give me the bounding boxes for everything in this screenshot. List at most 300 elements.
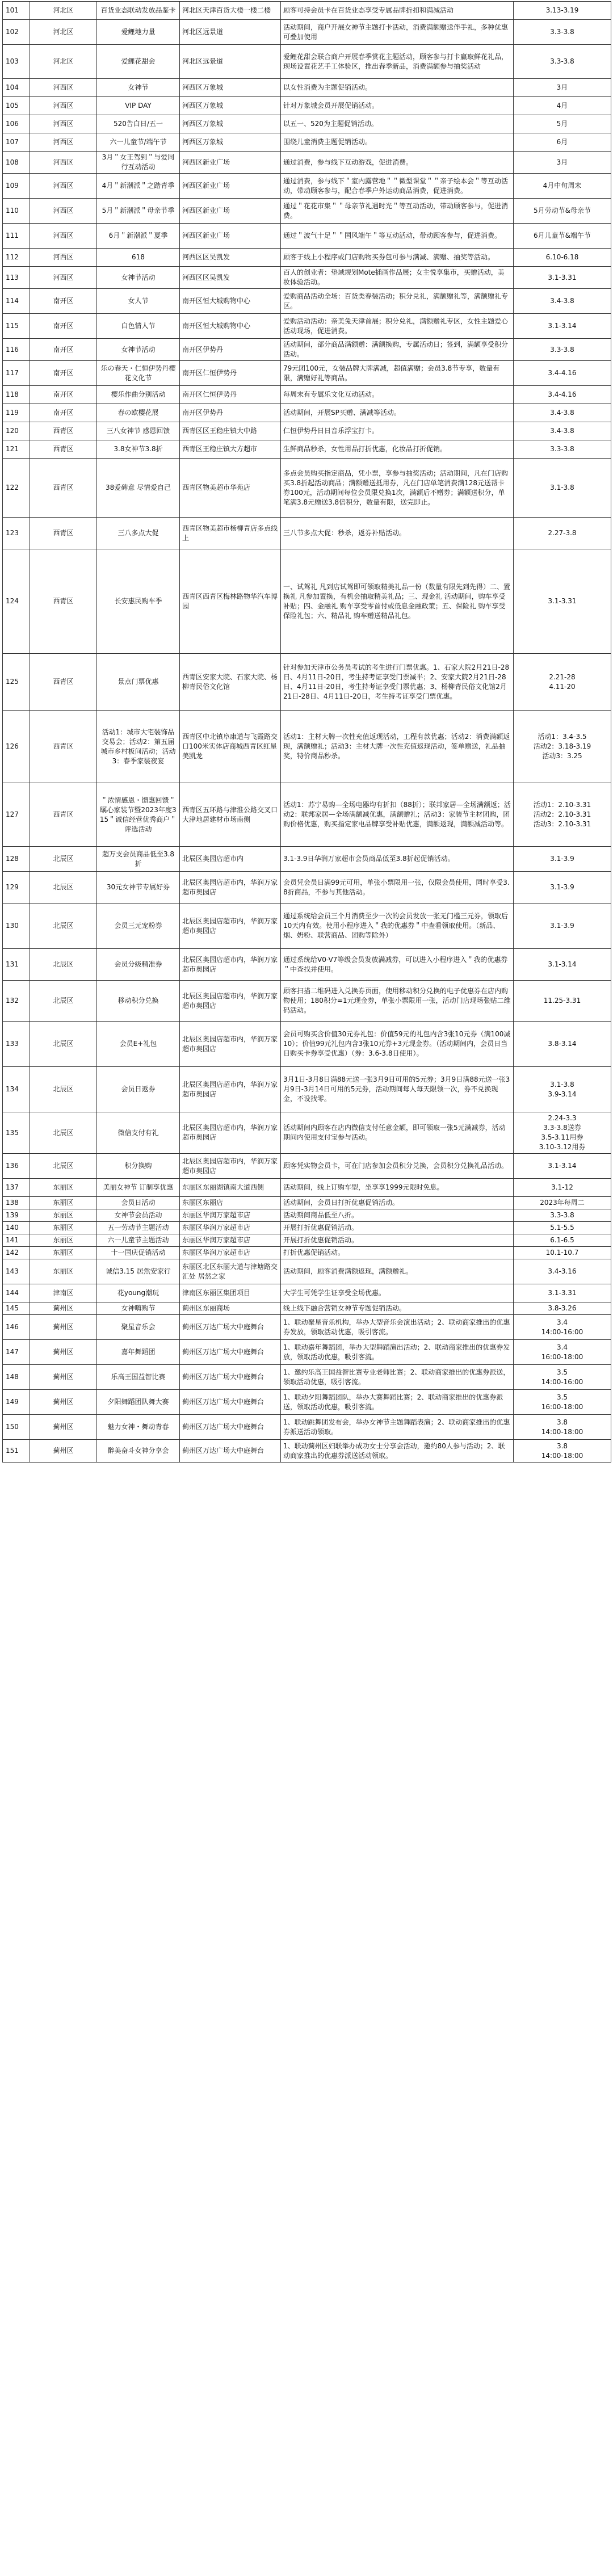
activity-content-cell: 生鲜商品秒杀，女性用品打折优惠，化妆品打折促销。 xyxy=(281,440,514,459)
table-row xyxy=(3,1340,611,1365)
time-cell: 5月劳动节&母亲节 xyxy=(514,199,611,224)
activity-name-cell: 六一儿童节主题活动 xyxy=(97,1234,180,1247)
activity-content-cell: 一、试驾礼 凡到店试驾即可领取精美礼品一份（数量有限先到先得）二、置换礼 凡参加置换，有机会抽取精美礼品；三、现金礼 活动期间，购车享受补贴；四、金融礼 购车享受零首付或低息金融政策；五、保险礼 购车享受保险礼包；六、精品礼 购车赠送精品礼包。 xyxy=(281,549,514,654)
activity-name-cell: 美丽女神节 订制享优惠 xyxy=(97,1179,180,1197)
district-cell: 河北区 xyxy=(30,2,97,20)
time-cell: 11.25-3.31 xyxy=(514,981,611,1022)
time-cell: 3.1-3.14 xyxy=(514,1154,611,1179)
time-cell: 3.1-3.9 xyxy=(514,872,611,904)
district-cell: 蓟州区 xyxy=(30,1390,97,1415)
activity-content-cell: 每周末有专属乐文化互动活动。 xyxy=(281,386,514,404)
location-cell: 蓟州区万达广场大中庭舞台 xyxy=(180,1415,281,1440)
row-number-cell: 118 xyxy=(3,386,30,404)
district-cell: 北辰区 xyxy=(30,1022,97,1067)
district-cell: 西青区 xyxy=(30,654,97,711)
location-cell: 河西区万象城 xyxy=(180,133,281,152)
activity-content-cell: 顾客可持会员卡在百货业态享受专属品牌折扣和满减活动 xyxy=(281,2,514,20)
table-row xyxy=(3,289,611,314)
activity-content-cell: 活动期间，商户开展女神节主题打卡活动，消费满额赠送伴手礼，多种优惠可叠加使用 xyxy=(281,20,514,45)
location-cell: 蓟州区万达广场大中庭舞台 xyxy=(180,1340,281,1365)
activity-content-cell: 多点会员购买指定商品，凭小票，享参与抽奖活动；活动期间，凡在门店购买3.8折起活动商品；满额赠送抵用券，凡在门店单笔消费满128元送帮卡券100元，活动期间每位会员限兑换1次，满额后不赠券；满额送积分，单笔满3.8元赠送3.8倍积分，数量有限，送完即止。 xyxy=(281,459,514,518)
row-number-cell: 146 xyxy=(3,1315,30,1340)
location-cell: 北辰区奥园店超市内，华润万家超市奥园店 xyxy=(180,1067,281,1112)
activity-name-cell: 夕阳舞蹈团队舞大赛 xyxy=(97,1390,180,1415)
table-row xyxy=(3,654,611,711)
location-cell: 南开区恒大城购物中心 xyxy=(180,289,281,314)
row-number-cell: 132 xyxy=(3,981,30,1022)
activity-content-cell: 仁恒伊势丹日日音乐浮宝打卡。 xyxy=(281,422,514,440)
location-cell: 河西区万象城 xyxy=(180,115,281,133)
table-row xyxy=(3,2,611,20)
activity-name-cell: 会员E+礼包 xyxy=(97,1022,180,1067)
activity-content-cell: 活动期间，顾客消费满额返现，满额赠礼。 xyxy=(281,1259,514,1284)
time-cell: 3.1-3.14 xyxy=(514,949,611,981)
table-row xyxy=(3,199,611,224)
table-row xyxy=(3,1415,611,1440)
row-number-cell: 131 xyxy=(3,949,30,981)
table-row xyxy=(3,1302,611,1315)
activity-content-cell: 活动期间，线上订购车型，坐享享1999元限时免息。 xyxy=(281,1179,514,1197)
activity-name-cell: 活动1：城市大宅装饰品交易会；活动2：第五届城市乡村板间活动；活动3：春季家装夜宴 xyxy=(97,711,180,783)
location-cell: 南开区恒大城购物中心 xyxy=(180,314,281,339)
time-cell: 3.4-4.16 xyxy=(514,386,611,404)
activity-name-cell: 3月＂女王驾到＂与爱同行互动活动 xyxy=(97,152,180,174)
time-cell: 3.4-3.8 xyxy=(514,404,611,422)
table-row xyxy=(3,1440,611,1463)
row-number-cell: 145 xyxy=(3,1302,30,1315)
location-cell: 河西区新业广场 xyxy=(180,199,281,224)
location-cell: 北辰区奥园店超市内，华润万家超市奥园店 xyxy=(180,1154,281,1179)
time-cell: 3.4 14:00-16:00 xyxy=(514,1315,611,1340)
location-cell: 河西区区吴凯发 xyxy=(180,267,281,289)
time-cell: 5月 xyxy=(514,115,611,133)
activity-name-cell: 会员三元宠粉券 xyxy=(97,904,180,949)
time-cell: 3.3-3.8 xyxy=(514,45,611,79)
activity-content-cell: 会员可购买含价值30元券礼包：价值59元的礼包内含3张10元券（满100减10）；价值99元礼包内含3张10元券+3元现金券。（活动期间内，会员日当日购买卡券享受优惠）（券：3.6-3.8日使用）。 xyxy=(281,1022,514,1067)
table-row xyxy=(3,949,611,981)
activity-content-cell: 1、联动跳舞团发布会，举办女神节主题舞蹈表演；2、联动商家推出的优惠券派送活动领取。 xyxy=(281,1415,514,1440)
row-number-cell: 136 xyxy=(3,1154,30,1179)
activity-name-cell: 景点门票优惠 xyxy=(97,654,180,711)
activity-name-cell: 诚信3.15 居然安家行 xyxy=(97,1259,180,1284)
activity-name-cell: 3.8女神节3.8折 xyxy=(97,440,180,459)
time-cell: 3.4-3.8 xyxy=(514,289,611,314)
district-cell: 西青区 xyxy=(30,518,97,549)
row-number-cell: 129 xyxy=(3,872,30,904)
activity-name-cell: 乐の春天・仁恒伊势丹樱花文化节 xyxy=(97,361,180,386)
time-cell: 活动1：2.10-3.31 活动2：2.10-3.31 活动3：2.10-3.31 xyxy=(514,783,611,847)
table-row xyxy=(3,97,611,115)
location-cell: 西青区五环路与津淮公路交叉口大津地居建材市场南侧 xyxy=(180,783,281,847)
activity-name-cell: 花young潮玩 xyxy=(97,1284,180,1302)
location-cell: 蓟州区东丽商场 xyxy=(180,1302,281,1315)
time-cell: 3.1-3.31 xyxy=(514,267,611,289)
activity-content-cell: 通过系统给V0-V7等级会员发放满减券，可以进入小程序进入＂我的优惠券＂中查找并使用。 xyxy=(281,949,514,981)
time-cell: 6月 xyxy=(514,133,611,152)
table-row xyxy=(3,20,611,45)
time-cell: 3.1-12 xyxy=(514,1179,611,1197)
district-cell: 北辰区 xyxy=(30,1067,97,1112)
table-row xyxy=(3,1247,611,1259)
activity-name-cell: 嘉年舞蹈团 xyxy=(97,1340,180,1365)
district-cell: 南开区 xyxy=(30,339,97,361)
row-number-cell: 149 xyxy=(3,1390,30,1415)
table-row xyxy=(3,904,611,949)
location-cell: 蓟州区万达广场大中庭舞台 xyxy=(180,1390,281,1415)
district-cell: 河西区 xyxy=(30,174,97,199)
activity-name-cell: 三八女神节 感恩回馈 xyxy=(97,422,180,440)
activity-content-cell: 3月1日-3月8日满88元送一张3月9日可用的5元券；3月9日满88元送一张3月9日-3月14日可用的5元券，活动期间每人每天限领一次，券不兑换现金，不设找零。 xyxy=(281,1067,514,1112)
time-cell: 3.1-3.31 xyxy=(514,1284,611,1302)
location-cell: 南开区仁恒伊势丹 xyxy=(180,361,281,386)
activity-name-cell: 五一劳动节主题活动 xyxy=(97,1222,180,1234)
district-cell: 东丽区 xyxy=(30,1179,97,1197)
district-cell: 河西区 xyxy=(30,152,97,174)
row-number-cell: 137 xyxy=(3,1179,30,1197)
activity-content-cell: 以五一、520为主题促销活动。 xyxy=(281,115,514,133)
activity-name-cell: 聚星音乐会 xyxy=(97,1315,180,1340)
time-cell: 4月中旬周末 xyxy=(514,174,611,199)
row-number-cell: 140 xyxy=(3,1222,30,1234)
activity-name-cell: 春の欧樱花展 xyxy=(97,404,180,422)
activity-name-cell: 女神嗨购节 xyxy=(97,1302,180,1315)
row-number-cell: 104 xyxy=(3,79,30,97)
table-row xyxy=(3,459,611,518)
district-cell: 津南区 xyxy=(30,1284,97,1302)
row-number-cell: 144 xyxy=(3,1284,30,1302)
district-cell: 北辰区 xyxy=(30,949,97,981)
location-cell: 北辰区奥园店超市内，华润万家超市奥园店 xyxy=(180,981,281,1022)
time-cell: 10.1-10.7 xyxy=(514,1247,611,1259)
district-cell: 北辰区 xyxy=(30,981,97,1022)
district-cell: 河西区 xyxy=(30,199,97,224)
time-cell: 3.4-3.8 xyxy=(514,422,611,440)
spreadsheet-page xyxy=(2,1,611,1463)
district-cell: 东丽区 xyxy=(30,1234,97,1247)
activity-content-cell: 活动期间，部分商品满额赠：满额换购，专属活动日；签到，满额享受积分活动。 xyxy=(281,339,514,361)
time-cell: 6月儿童节&端午节 xyxy=(514,224,611,249)
location-cell: 蓟州区万达广场大中庭舞台 xyxy=(180,1440,281,1463)
district-cell: 东丽区 xyxy=(30,1222,97,1234)
district-cell: 西青区 xyxy=(30,422,97,440)
activity-content-cell: 围绕儿童消费主题促销活动。 xyxy=(281,133,514,152)
row-number-cell: 126 xyxy=(3,711,30,783)
time-cell: 3.8 14:00-18:00 xyxy=(514,1415,611,1440)
district-cell: 河西区 xyxy=(30,97,97,115)
time-cell: 6.10-6.18 xyxy=(514,249,611,267)
row-number-cell: 143 xyxy=(3,1259,30,1284)
table-row xyxy=(3,1154,611,1179)
activity-table xyxy=(2,1,611,1463)
row-number-cell: 114 xyxy=(3,289,30,314)
activity-name-cell: 女神节会员活动 xyxy=(97,1209,180,1222)
activity-content-cell: 1、邀约乐高王国益智比赛专业老师比赛；2、联动商家推出的优惠券派送，领取活动优惠，吸引客流。 xyxy=(281,1365,514,1390)
time-cell: 3月 xyxy=(514,79,611,97)
activity-name-cell: 618 xyxy=(97,249,180,267)
time-cell: 3.5 16:00-18:00 xyxy=(514,1390,611,1415)
table-row xyxy=(3,314,611,339)
table-row xyxy=(3,440,611,459)
activity-name-cell: 爱鲤花甜会 xyxy=(97,45,180,79)
activity-name-cell: 520告白日/五一 xyxy=(97,115,180,133)
location-cell: 河西区新业广场 xyxy=(180,224,281,249)
district-cell: 蓟州区 xyxy=(30,1340,97,1365)
location-cell: 西青区王稳庄镇大方超市 xyxy=(180,440,281,459)
row-number-cell: 117 xyxy=(3,361,30,386)
table-row xyxy=(3,339,611,361)
row-number-cell: 115 xyxy=(3,314,30,339)
table-row xyxy=(3,174,611,199)
district-cell: 蓟州区 xyxy=(30,1440,97,1463)
time-cell: 3.3-3.8 xyxy=(514,440,611,459)
time-cell: 3.3-3.8 xyxy=(514,1209,611,1222)
row-number-cell: 139 xyxy=(3,1209,30,1222)
activity-name-cell: 魅力女神・舞动青春 xyxy=(97,1415,180,1440)
row-number-cell: 134 xyxy=(3,1067,30,1112)
district-cell: 东丽区 xyxy=(30,1247,97,1259)
location-cell: 津南区东丽区集团项目 xyxy=(180,1284,281,1302)
table-row xyxy=(3,249,611,267)
row-number-cell: 105 xyxy=(3,97,30,115)
row-number-cell: 138 xyxy=(3,1197,30,1209)
time-cell: 2.24-3.3 3.3-3.8送券 3.5-3.11用券 3.10-3.12用券 xyxy=(514,1112,611,1154)
location-cell: 河北区远景道 xyxy=(180,20,281,45)
activity-content-cell: 爱鲤花甜会联合商户开展春季赏花主题活动，顾客参与打卡赢取鲜花礼品，现场设置花艺手工体验区，推出春季新品，消费满额参与抽奖活动 xyxy=(281,45,514,79)
activity-name-cell: 女神节 xyxy=(97,79,180,97)
activity-name-cell: 六一儿童节/端午节 xyxy=(97,133,180,152)
row-number-cell: 151 xyxy=(3,1440,30,1463)
activity-content-cell: 通过系统给会员三个月消费至少一次的会员发放一张无门槛三元券，领取后10天内有效。使用小程序进入＂我的优惠券＂中查看领取使用。（新品、烟、奶粉、联营商品、团购等除外） xyxy=(281,904,514,949)
activity-name-cell: 会员日返券 xyxy=(97,1067,180,1112)
activity-content-cell: 针对参加天津市公务员考试的考生进行门票优惠。1、石家大院2月21日-28日、4月11日-20日，考生持考证享受门票减半；2、安家大院2月21日-28日、4月11日-20日，考生持考证享受门票优惠；3、杨柳青民俗文化馆2月21日-28日、4月11日-20日，考生持考证享受门票优惠。 xyxy=(281,654,514,711)
activity-name-cell: 乐高王国益智比赛 xyxy=(97,1365,180,1390)
time-cell: 活动1：3.4-3.5 活动2：3.18-3.19 活动3：3.25 xyxy=(514,711,611,783)
table-row xyxy=(3,152,611,174)
row-number-cell: 148 xyxy=(3,1365,30,1390)
row-number-cell: 120 xyxy=(3,422,30,440)
row-number-cell: 125 xyxy=(3,654,30,711)
row-number-cell: 150 xyxy=(3,1415,30,1440)
table-row xyxy=(3,1284,611,1302)
activity-content-cell: 活动期间，会员日打折优惠促销活动。 xyxy=(281,1197,514,1209)
row-number-cell: 128 xyxy=(3,847,30,872)
activity-content-cell: 开展打折优惠促销活动。 xyxy=(281,1222,514,1234)
time-cell: 3.4 16:00-18:00 xyxy=(514,1340,611,1365)
time-cell: 6.1-6.5 xyxy=(514,1234,611,1247)
table-row xyxy=(3,267,611,289)
row-number-cell: 113 xyxy=(3,267,30,289)
activity-name-cell: 百货业态联动发放品鉴卡 xyxy=(97,2,180,20)
activity-name-cell: 十一国庆促销活动 xyxy=(97,1247,180,1259)
activity-name-cell: 女神节活动 xyxy=(97,267,180,289)
table-row xyxy=(3,1209,611,1222)
table-row xyxy=(3,1315,611,1340)
location-cell: 西青区物美超市杨柳青店多点线上 xyxy=(180,518,281,549)
row-number-cell: 121 xyxy=(3,440,30,459)
table-row xyxy=(3,981,611,1022)
district-cell: 蓟州区 xyxy=(30,1365,97,1390)
district-cell: 河北区 xyxy=(30,45,97,79)
table-row xyxy=(3,361,611,386)
row-number-cell: 111 xyxy=(3,224,30,249)
row-number-cell: 133 xyxy=(3,1022,30,1067)
district-cell: 蓟州区 xyxy=(30,1415,97,1440)
activity-name-cell: 30元女神节专属好券 xyxy=(97,872,180,904)
district-cell: 北辰区 xyxy=(30,872,97,904)
table-row xyxy=(3,1390,611,1415)
activity-content-cell: 活动期间内顾客在店内微信支付任意金额，即可领取一张5元满减券，活动期间内使用支付宝参与活动。 xyxy=(281,1112,514,1154)
row-number-cell: 122 xyxy=(3,459,30,518)
table-row xyxy=(3,1234,611,1247)
district-cell: 河西区 xyxy=(30,79,97,97)
table-row xyxy=(3,783,611,847)
activity-name-cell: 会员分级精准券 xyxy=(97,949,180,981)
activity-name-cell: 38爱碑意 尽情爱自己 xyxy=(97,459,180,518)
district-cell: 西青区 xyxy=(30,783,97,847)
table-row xyxy=(3,872,611,904)
district-cell: 东丽区 xyxy=(30,1259,97,1284)
activity-name-cell: 爱鲤地力量 xyxy=(97,20,180,45)
row-number-cell: 127 xyxy=(3,783,30,847)
location-cell: 西青区区王稳庄镇大中路 xyxy=(180,422,281,440)
time-cell: 3.4-3.16 xyxy=(514,1259,611,1284)
activity-content-cell: 打折优惠促销活动。 xyxy=(281,1247,514,1259)
table-row xyxy=(3,45,611,79)
location-cell: 北辰区奥园店超市内，华润万家超市奥园店 xyxy=(180,1112,281,1154)
activity-content-cell: 1、联动聚星音乐机构，举办大型音乐会演出活动；2、联动商家推出的优惠券发放，领取活动优惠，吸引客流。 xyxy=(281,1315,514,1340)
location-cell: 北辰区奥园店超市内，华润万家超市奥园店 xyxy=(180,904,281,949)
district-cell: 西青区 xyxy=(30,711,97,783)
table-row xyxy=(3,224,611,249)
time-cell: 3.1-3.8 3.9-3.14 xyxy=(514,1067,611,1112)
row-number-cell: 106 xyxy=(3,115,30,133)
location-cell: 北辰区奥园店超市内，华润万家超市奥园店 xyxy=(180,1022,281,1067)
location-cell: 河西区区吴凯发 xyxy=(180,249,281,267)
district-cell: 河北区 xyxy=(30,20,97,45)
district-cell: 西青区 xyxy=(30,440,97,459)
time-cell: 3.3-3.8 xyxy=(514,339,611,361)
activity-table-body xyxy=(3,2,611,1463)
row-number-cell: 109 xyxy=(3,174,30,199)
district-cell: 北辰区 xyxy=(30,847,97,872)
table-row xyxy=(3,1222,611,1234)
location-cell: 河西区新业广场 xyxy=(180,152,281,174)
time-cell: 3.1-3.9 xyxy=(514,847,611,872)
table-row xyxy=(3,711,611,783)
row-number-cell: 142 xyxy=(3,1247,30,1259)
row-number-cell: 135 xyxy=(3,1112,30,1154)
time-cell: 3.8-3.26 xyxy=(514,1302,611,1315)
location-cell: 西青区中北镇阜康道与飞霞路交口100米实体店商城西青区红星美凯龙 xyxy=(180,711,281,783)
location-cell: 东丽区东丽湖镇南大道西侧 xyxy=(180,1179,281,1197)
activity-name-cell: 三八多点大促 xyxy=(97,518,180,549)
table-row xyxy=(3,847,611,872)
location-cell: 河西区新业广场 xyxy=(180,174,281,199)
activity-content-cell: 顾客凭实物会员卡，可在门店参加会员积分兑换，会员积分兑换礼品活动。 xyxy=(281,1154,514,1179)
activity-content-cell: 通过消费，参与线下互动游戏，促进消费。 xyxy=(281,152,514,174)
activity-content-cell: 爱购商品活动全场：百货类春装活动；积分兑礼，满额赠礼等，满额赠礼专区。 xyxy=(281,289,514,314)
district-cell: 蓟州区 xyxy=(30,1302,97,1315)
row-number-cell: 101 xyxy=(3,2,30,20)
location-cell: 东丽区华润万家超市店 xyxy=(180,1222,281,1234)
activity-name-cell: 会员日活动 xyxy=(97,1197,180,1209)
row-number-cell: 112 xyxy=(3,249,30,267)
row-number-cell: 119 xyxy=(3,404,30,422)
location-cell: 南开区伊势丹 xyxy=(180,404,281,422)
activity-name-cell: 樱乐作曲分别活动 xyxy=(97,386,180,404)
activity-name-cell: 4月＂新潮派＂之踏青季 xyxy=(97,174,180,199)
activity-content-cell: 针对万象城会员开展促销活动。 xyxy=(281,97,514,115)
activity-content-cell: 1、联动夕阳舞蹈团队，举办大赛舞蹈比赛；2、联动商家推出的优惠券派送，领取活动优惠，吸引客流。 xyxy=(281,1390,514,1415)
activity-content-cell: 通过消费，参与线下＂室内露营地＂＂微型课堂＂＂亲子绘本会＂等互动活动，带动顾客参与，配合春季户外运动商品消费，促进消费。 xyxy=(281,174,514,199)
activity-content-cell: 爱购活动活动：亲美兔天津首展；积分兑礼，满额赠礼专区，女性主题爱心活动现场，促进消费。 xyxy=(281,314,514,339)
table-row xyxy=(3,549,611,654)
location-cell: 河西区万象城 xyxy=(180,97,281,115)
location-cell: 东丽区华润万家超市店 xyxy=(180,1234,281,1247)
district-cell: 蓟州区 xyxy=(30,1315,97,1340)
time-cell: 3月 xyxy=(514,152,611,174)
district-cell: 南开区 xyxy=(30,289,97,314)
time-cell: 3.3-3.8 xyxy=(514,20,611,45)
location-cell: 河北区远景道 xyxy=(180,45,281,79)
district-cell: 河西区 xyxy=(30,249,97,267)
time-cell: 5.1-5.5 xyxy=(514,1222,611,1234)
table-row xyxy=(3,1067,611,1112)
activity-content-cell: 会员凭会员日满99元可用，单张小票限用一张，仅限会员使用，同时享受3.8折商品，不参与其他活动。 xyxy=(281,872,514,904)
row-number-cell: 110 xyxy=(3,199,30,224)
district-cell: 东丽区 xyxy=(30,1209,97,1222)
time-cell: 2.27-3.8 xyxy=(514,518,611,549)
table-row xyxy=(3,422,611,440)
activity-content-cell: 开展打折优惠促销活动。 xyxy=(281,1234,514,1247)
location-cell: 河西区万象城 xyxy=(180,79,281,97)
table-row xyxy=(3,1365,611,1390)
table-row xyxy=(3,79,611,97)
district-cell: 东丽区 xyxy=(30,1197,97,1209)
activity-content-cell: 79元团100元，女装品牌大牌满减，超值满赠；会员3.8节专享，数量有限，满赠好礼等商品。 xyxy=(281,361,514,386)
activity-name-cell: 长安惠民购车季 xyxy=(97,549,180,654)
row-number-cell: 124 xyxy=(3,549,30,654)
district-cell: 河西区 xyxy=(30,224,97,249)
location-cell: 东丽区北区东丽大道与津塘路交汇处 居然之家 xyxy=(180,1259,281,1284)
location-cell: 西青区安家大院、石家大院、杨柳青民俗文化馆 xyxy=(180,654,281,711)
district-cell: 北辰区 xyxy=(30,904,97,949)
activity-name-cell: 女神节活动 xyxy=(97,339,180,361)
activity-content-cell: 活动期间，开展SP买赠、满减等活动。 xyxy=(281,404,514,422)
activity-name-cell: 微信支付有礼 xyxy=(97,1112,180,1154)
district-cell: 南开区 xyxy=(30,404,97,422)
time-cell: 3.1-3.14 xyxy=(514,314,611,339)
time-cell: 3.13-3.19 xyxy=(514,2,611,20)
row-number-cell: 147 xyxy=(3,1340,30,1365)
activity-content-cell: 顾客扫描二维码进入兑换券页面，使用移动积分兑换的电子优惠券在店内购物使用；180积分=1元现金券，单张小票限用一张，活动门店现场张贴二维码活动。 xyxy=(281,981,514,1022)
district-cell: 西青区 xyxy=(30,459,97,518)
activity-content-cell: 通过＂波气十足＂＂国风端午＂等互动活动，带动顾客参与，促进消费。 xyxy=(281,224,514,249)
time-cell: 4月 xyxy=(514,97,611,115)
district-cell: 南开区 xyxy=(30,361,97,386)
activity-content-cell: 三八节多点大促：秒杀，返券补贴活动。 xyxy=(281,518,514,549)
activity-name-cell: 5月＂新潮派＂母亲节季 xyxy=(97,199,180,224)
activity-content-cell: 活动期间商品低至八折。 xyxy=(281,1209,514,1222)
location-cell: 西青区物美超市华苑店 xyxy=(180,459,281,518)
location-cell: 北辰区奥园店超市内，华润万家超市奥园店 xyxy=(180,872,281,904)
time-cell: 3.1-3.31 xyxy=(514,549,611,654)
location-cell: 蓟州区万达广场大中庭舞台 xyxy=(180,1365,281,1390)
table-row xyxy=(3,1022,611,1067)
activity-name-cell: ＂浓情感恩・馈惠回馈＂瞩心家装节暨2023年度315＂诚信经营优秀商户＂评选活动 xyxy=(97,783,180,847)
location-cell: 南开区伊势丹 xyxy=(180,339,281,361)
district-cell: 河西区 xyxy=(30,267,97,289)
